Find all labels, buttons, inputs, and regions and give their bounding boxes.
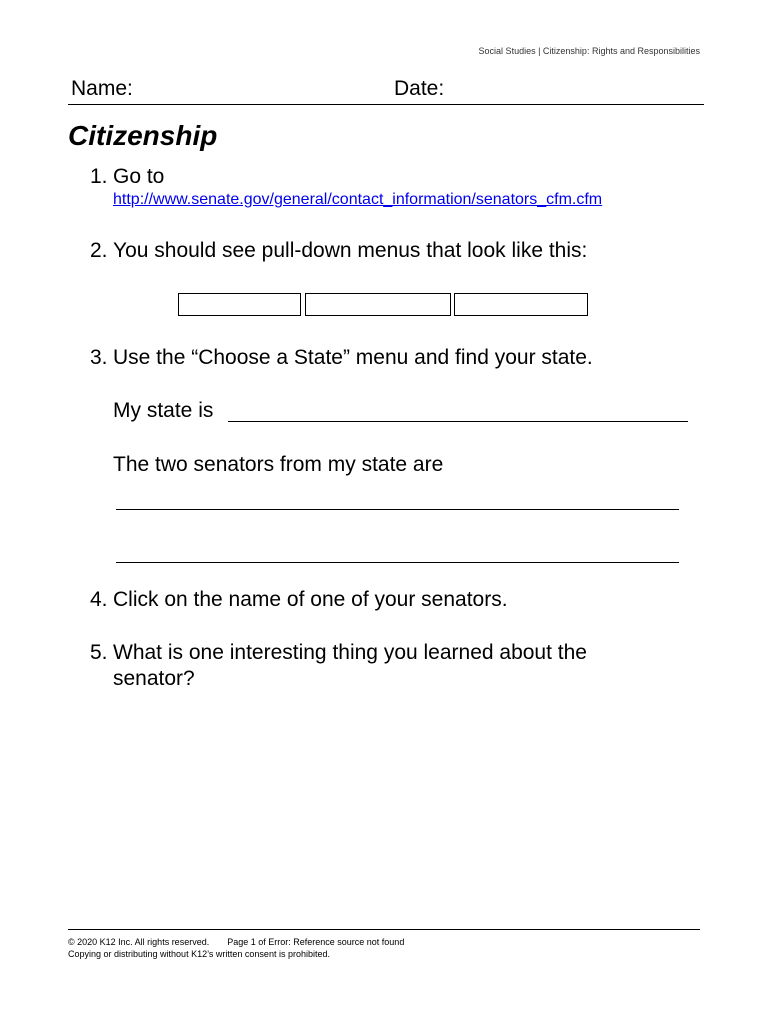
footer-copyright: © 2020 K12 Inc. All rights reserved. [68,937,210,947]
pull-down-menu-2[interactable] [305,293,451,316]
step-text: You should see pull-down menus that look like this: [113,239,588,262]
footer-divider [68,929,700,930]
step-text: Go to [113,165,165,188]
step-number: 3. [90,346,108,369]
date-label: Date: [394,77,445,100]
senator-2-blank[interactable] [116,562,679,563]
page-footer [68,936,404,960]
step-4 [90,587,508,613]
senators-prompt: The two senators from my state are [113,453,444,476]
header-course-line: Social Studies | Citizenship: Rights and Responsibilities [478,46,700,56]
step-number: 5. [90,641,108,664]
name-label: Name: [71,77,133,100]
step-text: What is one interesting thing you learned about the senator? [113,641,587,690]
step-5 [90,640,633,692]
pull-down-menu-3[interactable] [454,293,588,316]
step-text: Use the “Choose a State” menu and find your state. [113,346,593,369]
step-text: Click on the name of one of your senators. [113,588,508,611]
step-2 [90,238,587,264]
step-number: 4. [90,588,108,611]
footer-notice: Copying or distributing without K12’s written consent is prohibited. [68,949,330,959]
page-title: Citizenship [68,120,218,151]
step-1 [90,164,164,190]
footer-page-info: Page 1 of Error: Reference source not found [227,937,405,947]
name-date-row [68,76,704,105]
pull-down-menu-1[interactable] [178,293,301,316]
senator-1-blank[interactable] [116,509,679,510]
step-number: 2. [90,239,108,262]
step-3 [90,345,593,371]
senate-contact-link[interactable]: http://www.senate.gov/general/contact_information/senators_cfm.cfm [113,191,603,208]
my-state-blank[interactable] [228,421,688,422]
my-state-prompt: My state is [113,399,214,422]
step-number: 1. [90,165,108,188]
